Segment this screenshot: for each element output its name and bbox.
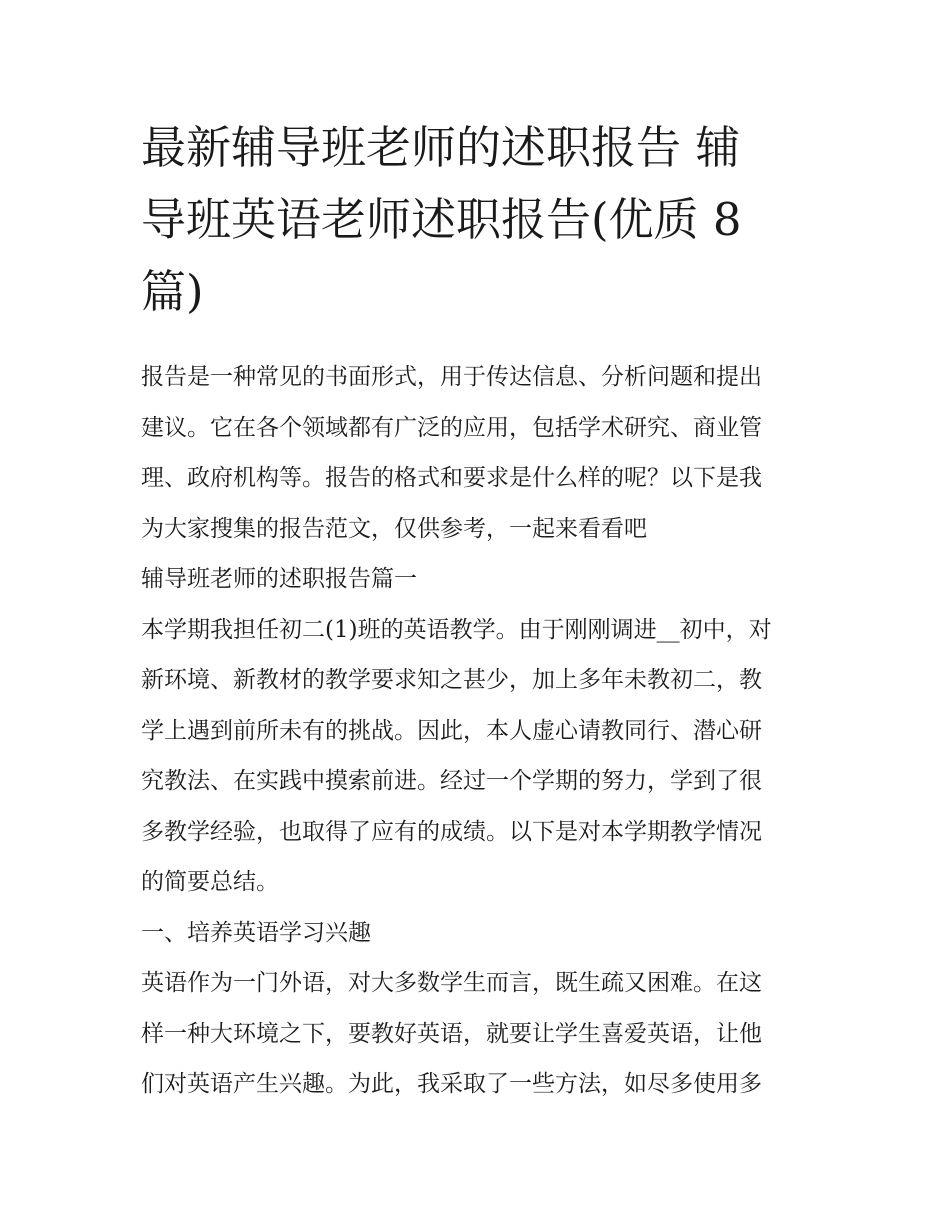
title-line-3: 篇)	[141, 265, 204, 318]
paragraph2-line-2: 样一种大环境之下，要教好英语，就要让学生喜爱英语，让他	[141, 1020, 762, 1047]
paragraph1-line-5: 多教学经验，也取得了应有的成绩。以下是对本学期教学情况	[141, 818, 762, 845]
document-title	[141, 112, 813, 328]
document-content	[141, 112, 813, 1110]
intro-line-4: 为大家搜集的报告范文，仅供参考，一起来看看吧	[141, 515, 647, 542]
intro-line-2: 建议。它在各个领域都有广泛的应用，包括学术研究、商业管	[141, 414, 762, 441]
paragraph1-line-3: 学上遇到前所未有的挑战。因此，本人虚心请教同行、潜心研	[141, 717, 762, 744]
paragraph1-line-1: 本学期我担任初二(1)班的英语教学。由于刚刚调进__初中，对	[141, 616, 772, 643]
paragraph2-line-3: 们对英语产生兴趣。为此，我采取了一些方法，如尽多使用多	[141, 1071, 762, 1097]
paragraph1-line-4: 究教法、在实践中摸索前进。经过一个学期的努力，学到了很	[141, 768, 762, 794]
document-body	[141, 352, 813, 1110]
paragraph2-line-1: 英语作为一门外语，对大多数学生而言，既生疏又困难。在这	[141, 970, 762, 996]
title-line-1: 最新辅导班老师的述职报告 辅	[141, 121, 741, 174]
paragraph1-line-2: 新环境、新教材的教学要求知之甚少，加上多年未教初二，教	[141, 667, 762, 693]
title-line-2: 导班英语老师述职报告(优质 8	[141, 193, 742, 246]
intro-line-1: 报告是一种常见的书面形式，用于传达信息、分析问题和提出	[141, 364, 762, 390]
section-heading: 辅导班老师的述职报告篇一	[141, 566, 417, 592]
paragraph1-line-6: 的简要总结。	[141, 869, 279, 895]
intro-line-3: 理、政府机构等。报告的格式和要求是什么样的呢？以下是我	[141, 465, 762, 491]
subheading: 一、培养英语学习兴趣	[141, 919, 371, 946]
